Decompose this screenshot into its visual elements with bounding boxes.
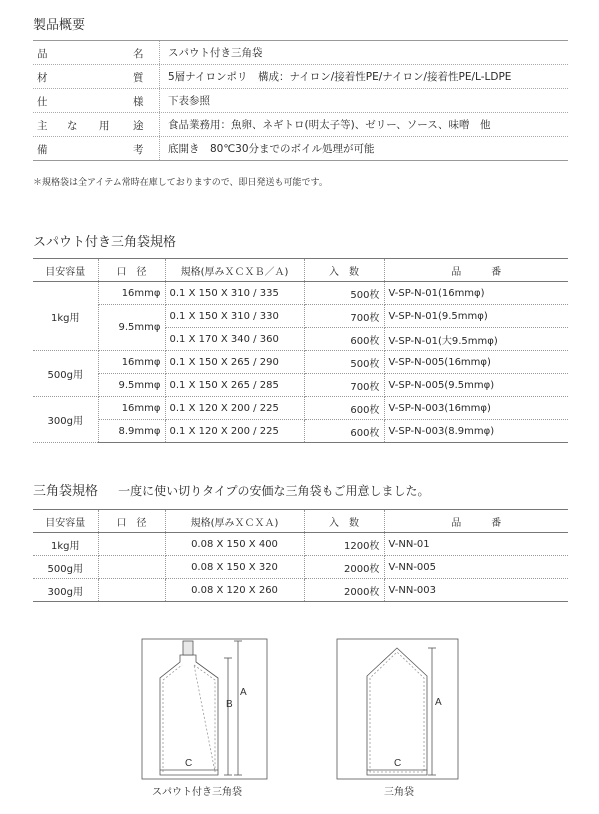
quantity-cell: 500枚 xyxy=(304,282,384,305)
triangle-header-cell: 品 番 xyxy=(384,510,568,533)
overview-label-char: 考 xyxy=(133,144,144,156)
spec-cell: 0.1 X 150 X 310 / 330 xyxy=(165,305,304,328)
quantity-cell: 600枚 xyxy=(304,420,384,443)
overview-label-char: 備 xyxy=(37,144,48,156)
triangle-bag-caption: 三角袋 xyxy=(384,787,414,798)
triangle-subtitle: 一度に使い切りタイプの安価な三角袋もご用意しました。 xyxy=(118,484,430,498)
triangle-bag-outline xyxy=(367,648,427,775)
overview-value: 底開き 80℃30分までのボイル処理が可能 xyxy=(159,137,375,160)
bore-cell: 9.5mmφ xyxy=(98,374,165,397)
page-title: 製品概要 xyxy=(33,18,86,33)
product-code-cell: V-SP-N-003(16mmφ) xyxy=(384,397,568,420)
overview-label-char: 途 xyxy=(133,120,144,132)
overview-label-char: 主 xyxy=(37,120,48,132)
overview-value: 食品業務用：魚卵、ネギトロ(明太子等)、ゼリー、ソース、味噌 他 xyxy=(159,113,491,136)
spout-header-cell: 品 番 xyxy=(384,259,568,282)
product-code-cell: V-SP-N-01(大9.5mmφ) xyxy=(384,328,568,351)
product-code-cell: V-SP-N-005(9.5mmφ) xyxy=(384,374,568,397)
overview-label-char: 名 xyxy=(133,48,144,60)
triangle-header-cell: 口 径 xyxy=(98,510,165,533)
overview-label-char: 材 xyxy=(37,72,48,84)
product-code-cell: V-SP-N-003(8.9mmφ) xyxy=(384,420,568,443)
bore-cell: 16mmφ xyxy=(98,351,165,374)
spec-cell: 0.1 X 120 X 200 / 225 xyxy=(165,420,304,443)
product-code-cell: V-SP-N-01(9.5mmφ) xyxy=(384,305,568,328)
spout-header-cell: 目安容量 xyxy=(33,259,98,282)
dim-b-label: B xyxy=(226,699,233,710)
quantity-cell: 500枚 xyxy=(304,351,384,374)
tri-dim-a-label: A xyxy=(435,697,442,708)
spout-bag-outline xyxy=(160,655,218,775)
spec-cell: 0.1 X 150 X 265 / 285 xyxy=(165,374,304,397)
spec-cell: 0.1 X 150 X 310 / 335 xyxy=(165,282,304,305)
spec-cell: 0.08 X 120 X 260 xyxy=(165,579,304,602)
overview-label-char: 品 xyxy=(37,48,48,60)
spout-cap xyxy=(183,641,193,655)
overview-label-char: 質 xyxy=(133,72,144,84)
bore-cell: 16mmφ xyxy=(98,397,165,420)
quantity-cell: 700枚 xyxy=(304,374,384,397)
dim-a-label: A xyxy=(240,687,247,698)
bore-cell: 8.9mmφ xyxy=(98,420,165,443)
capacity-cell: 1kg用 xyxy=(33,282,98,351)
overview-label-char: 仕 xyxy=(37,96,48,108)
overview-label-char: 用 xyxy=(99,120,110,132)
spec-cell: 0.08 X 150 X 320 xyxy=(165,556,304,579)
spec-cell: 0.1 X 170 X 340 / 360 xyxy=(165,328,304,351)
quantity-cell: 600枚 xyxy=(304,328,384,351)
bore-cell: 16mmφ xyxy=(98,282,165,305)
product-code-cell: V-NN-005 xyxy=(384,556,568,579)
product-code-cell: V-NN-003 xyxy=(384,579,568,602)
quantity-cell: 2000枚 xyxy=(304,556,384,579)
stock-note: ＊規格袋は全アイテム常時在庫しておりますので、即日発送も可能です。 xyxy=(33,178,328,188)
capacity-cell: 1kg用 xyxy=(33,533,98,556)
capacity-cell: 300g用 xyxy=(33,397,98,443)
quantity-cell: 1200枚 xyxy=(304,533,384,556)
bore-cell: 9.5mmφ xyxy=(98,305,165,351)
spout-header-cell: 規格(厚みＸＣＸＢ／Ａ) xyxy=(165,259,304,282)
triangle-header-cell: 規格(厚みＸＣＸＡ) xyxy=(165,510,304,533)
spout-diagram-frame xyxy=(142,639,267,779)
capacity-cell: 300g用 xyxy=(33,579,98,602)
overview-value: 下表参照 xyxy=(159,89,210,112)
overview-value: スパウト付き三角袋 xyxy=(159,41,263,64)
capacity-cell: 500g用 xyxy=(33,351,98,397)
spout-header-cell: 入 数 xyxy=(304,259,384,282)
product-code-cell: V-NN-01 xyxy=(384,533,568,556)
overview-label-char: な xyxy=(67,120,78,132)
product-code-cell: V-SP-N-005(16mmφ) xyxy=(384,351,568,374)
triangle-header-cell: 入 数 xyxy=(304,510,384,533)
spout-bag-caption: スパウト付き三角袋 xyxy=(152,787,242,798)
quantity-cell: 700枚 xyxy=(304,305,384,328)
triangle-title-text: 三角袋規格 xyxy=(33,484,99,499)
overview-label-char: 様 xyxy=(133,96,144,108)
overview-value: 5層ナイロンポリ 構成：ナイロン/接着性PE/ナイロン/接着性PE/L-LDPE xyxy=(159,65,511,88)
quantity-cell: 600枚 xyxy=(304,397,384,420)
spout-header-cell: 口 径 xyxy=(98,259,165,282)
triangle-header-cell: 目安容量 xyxy=(33,510,98,533)
dim-c-label: C xyxy=(185,758,193,769)
spec-cell: 0.1 X 150 X 265 / 290 xyxy=(165,351,304,374)
quantity-cell: 2000枚 xyxy=(304,579,384,602)
spec-cell: 0.08 X 150 X 400 xyxy=(165,533,304,556)
product-code-cell: V-SP-N-01(16mmφ) xyxy=(384,282,568,305)
tri-dim-c-label: C xyxy=(394,758,402,769)
capacity-cell: 500g用 xyxy=(33,556,98,579)
spec-cell: 0.1 X 120 X 200 / 225 xyxy=(165,397,304,420)
spout-spec-title: スパウト付き三角袋規格 xyxy=(33,235,177,250)
